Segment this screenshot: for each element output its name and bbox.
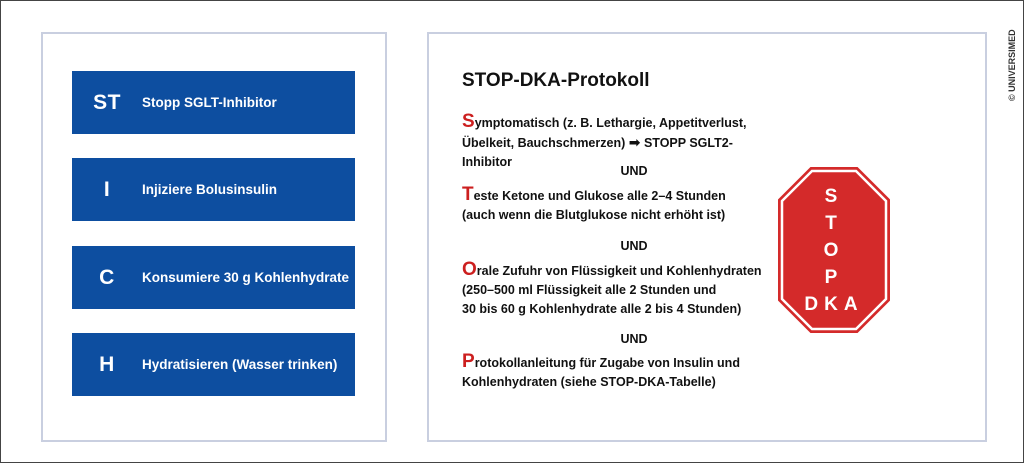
step-i (72, 158, 355, 221)
step-letter: I (103, 177, 111, 201)
step-st (72, 71, 355, 134)
item-line: Kohlenhydraten (siehe STOP-DKA-Tabelle) (462, 375, 716, 389)
item-line: 30 bis 60 g Kohlenhydrate alle 2 bis 4 Stunden) (462, 302, 742, 316)
item-line: rotokollanleitung für Zugabe von Insulin und (474, 356, 740, 370)
item-line: este Ketone und Glukose alle 2–4 Stunden (473, 189, 726, 203)
item-initial: O (462, 259, 477, 280)
sign-letter: P (824, 266, 844, 288)
protocol-title: STOP-DKA-Protokoll (462, 70, 650, 91)
step-letter: C (99, 265, 115, 289)
item-p (462, 352, 782, 392)
item-initial: T (462, 184, 474, 205)
step-c (72, 246, 355, 309)
und-connector: UND (620, 239, 648, 253)
sign-letter: T (825, 212, 843, 234)
stop-sign-text (775, 164, 893, 336)
stich-panel (41, 32, 387, 442)
stop-dka-panel (427, 32, 987, 442)
step-letter: ST (93, 90, 121, 114)
sign-letter: S (824, 185, 844, 207)
step-text: Hydratisieren (Wasser trinken) (142, 357, 338, 372)
stop-sign (775, 164, 893, 336)
item-line: ymptomatisch (z. B. Lethargie, Appetitverlust, (474, 116, 747, 130)
sign-letter: O (823, 239, 845, 261)
item-line: (auch wenn die Blutglukose nicht erhöht ist) (462, 208, 726, 222)
item-s (462, 112, 782, 172)
item-t (462, 185, 782, 225)
und-connector: UND (620, 164, 648, 178)
item-line: (250–500 ml Flüssigkeit alle 2 Stunden und (462, 283, 717, 297)
copyright-credit: © UNIVERSIMED (1007, 29, 1017, 101)
step-letter: H (99, 352, 115, 376)
step-text: Injiziere Bolusinsulin (142, 182, 278, 197)
item-initial: S (462, 111, 475, 132)
step-text: Konsumiere 30 g Kohlenhydrate (142, 270, 350, 285)
arrow-right-icon: ➡ (628, 134, 641, 150)
und-connector: UND (620, 332, 648, 346)
item-initial: P (462, 351, 475, 372)
item-o (462, 260, 782, 319)
step-text: Stopp SGLT-Inhibitor (142, 95, 277, 110)
item-line: Übelkeit, Bauchschmerzen) (462, 136, 626, 150)
item-line: rale Zufuhr von Flüssigkeit und Kohlenhydraten (476, 264, 762, 278)
item-line: STOPP SGLT2-Inhibitor (462, 136, 733, 169)
sign-word: DKA (804, 293, 864, 315)
step-h (72, 333, 355, 396)
